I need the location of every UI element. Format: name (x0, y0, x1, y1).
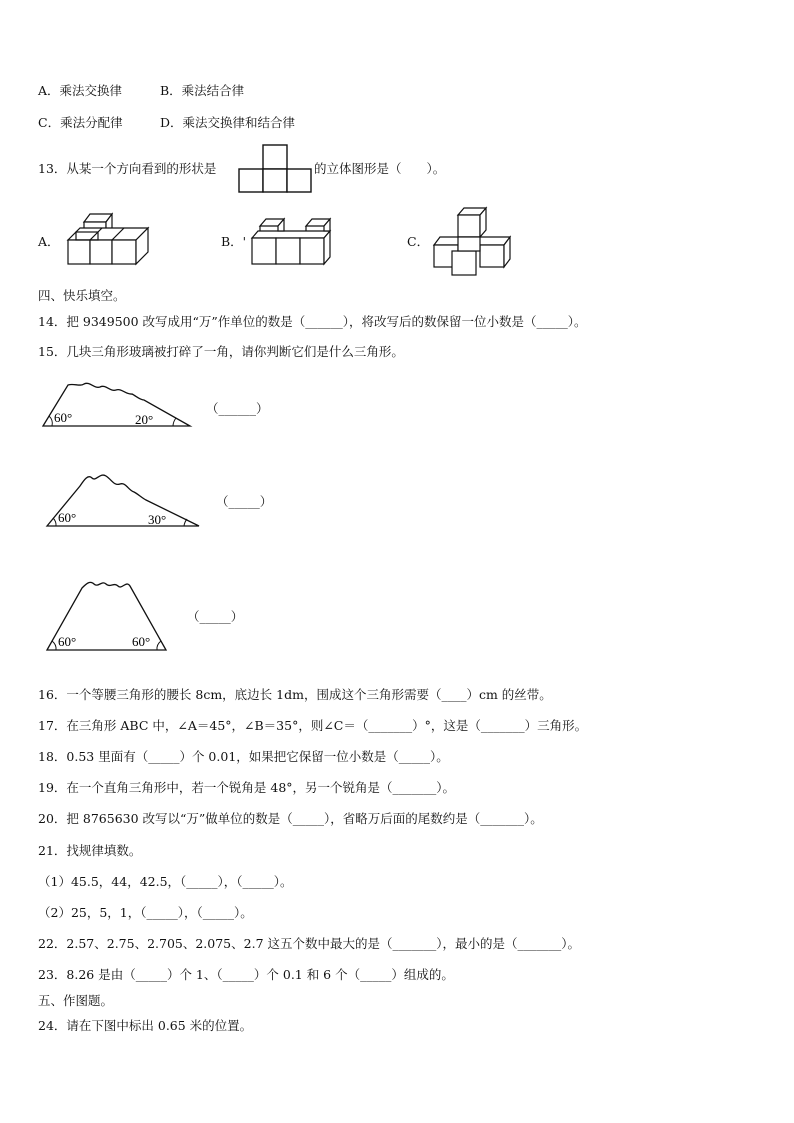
tri3-left-angle: 60° (58, 634, 77, 649)
question-16: 16．一个等腰三角形的腰长 8cm，底边长 1dm，围成这个三角形需要（____）cm 的丝带。 (38, 687, 552, 702)
q13-option-b-label: B．' (221, 234, 247, 249)
option-c: C．乘法分配律 (38, 115, 123, 130)
tri2-left-angle: 60° (58, 510, 77, 525)
option-d: D．乘法交换律和结合律 (160, 115, 296, 130)
broken-triangle-3 (44, 578, 170, 654)
broken-triangle-1 (40, 378, 195, 430)
q13-suffix: 的立体图形是（ ）。 (314, 161, 446, 176)
question-14: 14．把 9349500 改写成用“万”作单位的数是（______），将改写后的数保留一位小数是（_____）。 (38, 314, 587, 329)
tri1-blank: （______） (206, 401, 269, 416)
q13-option-a-figure (64, 210, 156, 272)
section-5-heading: 五、作图题。 (38, 993, 114, 1008)
q13-option-b-figure (250, 216, 334, 268)
question-23: 23．8.26 是由（_____）个 1、（_____）个 0.1 和 6 个（_____）组成的。 (38, 967, 454, 982)
question-18: 18．0.53 里面有（_____）个 0.01，如果把它保留一位小数是（_____）。 (38, 749, 449, 764)
question-21-part-1: （1）45.5，44，42.5，（_____），（_____）。 (38, 874, 293, 889)
question-17: 17．在三角形 ABC 中，∠A＝45°，∠B＝35°，则∠C＝（_______）°，这是（_______）三角形。 (38, 718, 588, 733)
tri3-blank: （_____） (187, 609, 244, 624)
question-21: 21．找规律填数。 (38, 843, 142, 858)
q13-view-figure (238, 144, 312, 194)
question-24: 24．请在下图中标出 0.65 米的位置。 (38, 1018, 253, 1033)
question-19: 19．在一个直角三角形中，若一个锐角是 48°，另一个锐角是（_______）。 (38, 780, 456, 795)
tri1-right-angle: 20° (135, 412, 154, 427)
question-20: 20．把 8765630 改写以“万”做单位的数是（_____），省略万后面的尾数约是（_______）。 (38, 811, 543, 826)
question-15: 15．几块三角形玻璃被打碎了一角，请你判断它们是什么三角形。 (38, 344, 404, 359)
tri1-left-angle: 60° (54, 410, 73, 425)
tri2-right-angle: 30° (148, 512, 167, 527)
section-4-heading: 四、快乐填空。 (38, 288, 126, 303)
tri3-right-angle: 60° (132, 634, 151, 649)
option-b: B．乘法结合律 (160, 83, 245, 98)
broken-triangle-2 (44, 470, 204, 530)
option-a: A．乘法交换律 (38, 83, 123, 98)
q13-option-c-figure (432, 205, 516, 277)
tri2-blank: （_____） (216, 494, 273, 509)
question-22: 22．2.57、2.75、2.705、2.075、2.7 这五个数中最大的是（_______），最小的是（_______）。 (38, 936, 580, 951)
question-21-part-2: （2）25，5，1，（_____），（_____）。 (38, 905, 253, 920)
q13-prefix: 13．从某一个方向看到的形状是 (38, 161, 217, 176)
q13-option-c-label: C． (407, 234, 430, 249)
q13-option-a-label: A． (38, 234, 60, 249)
